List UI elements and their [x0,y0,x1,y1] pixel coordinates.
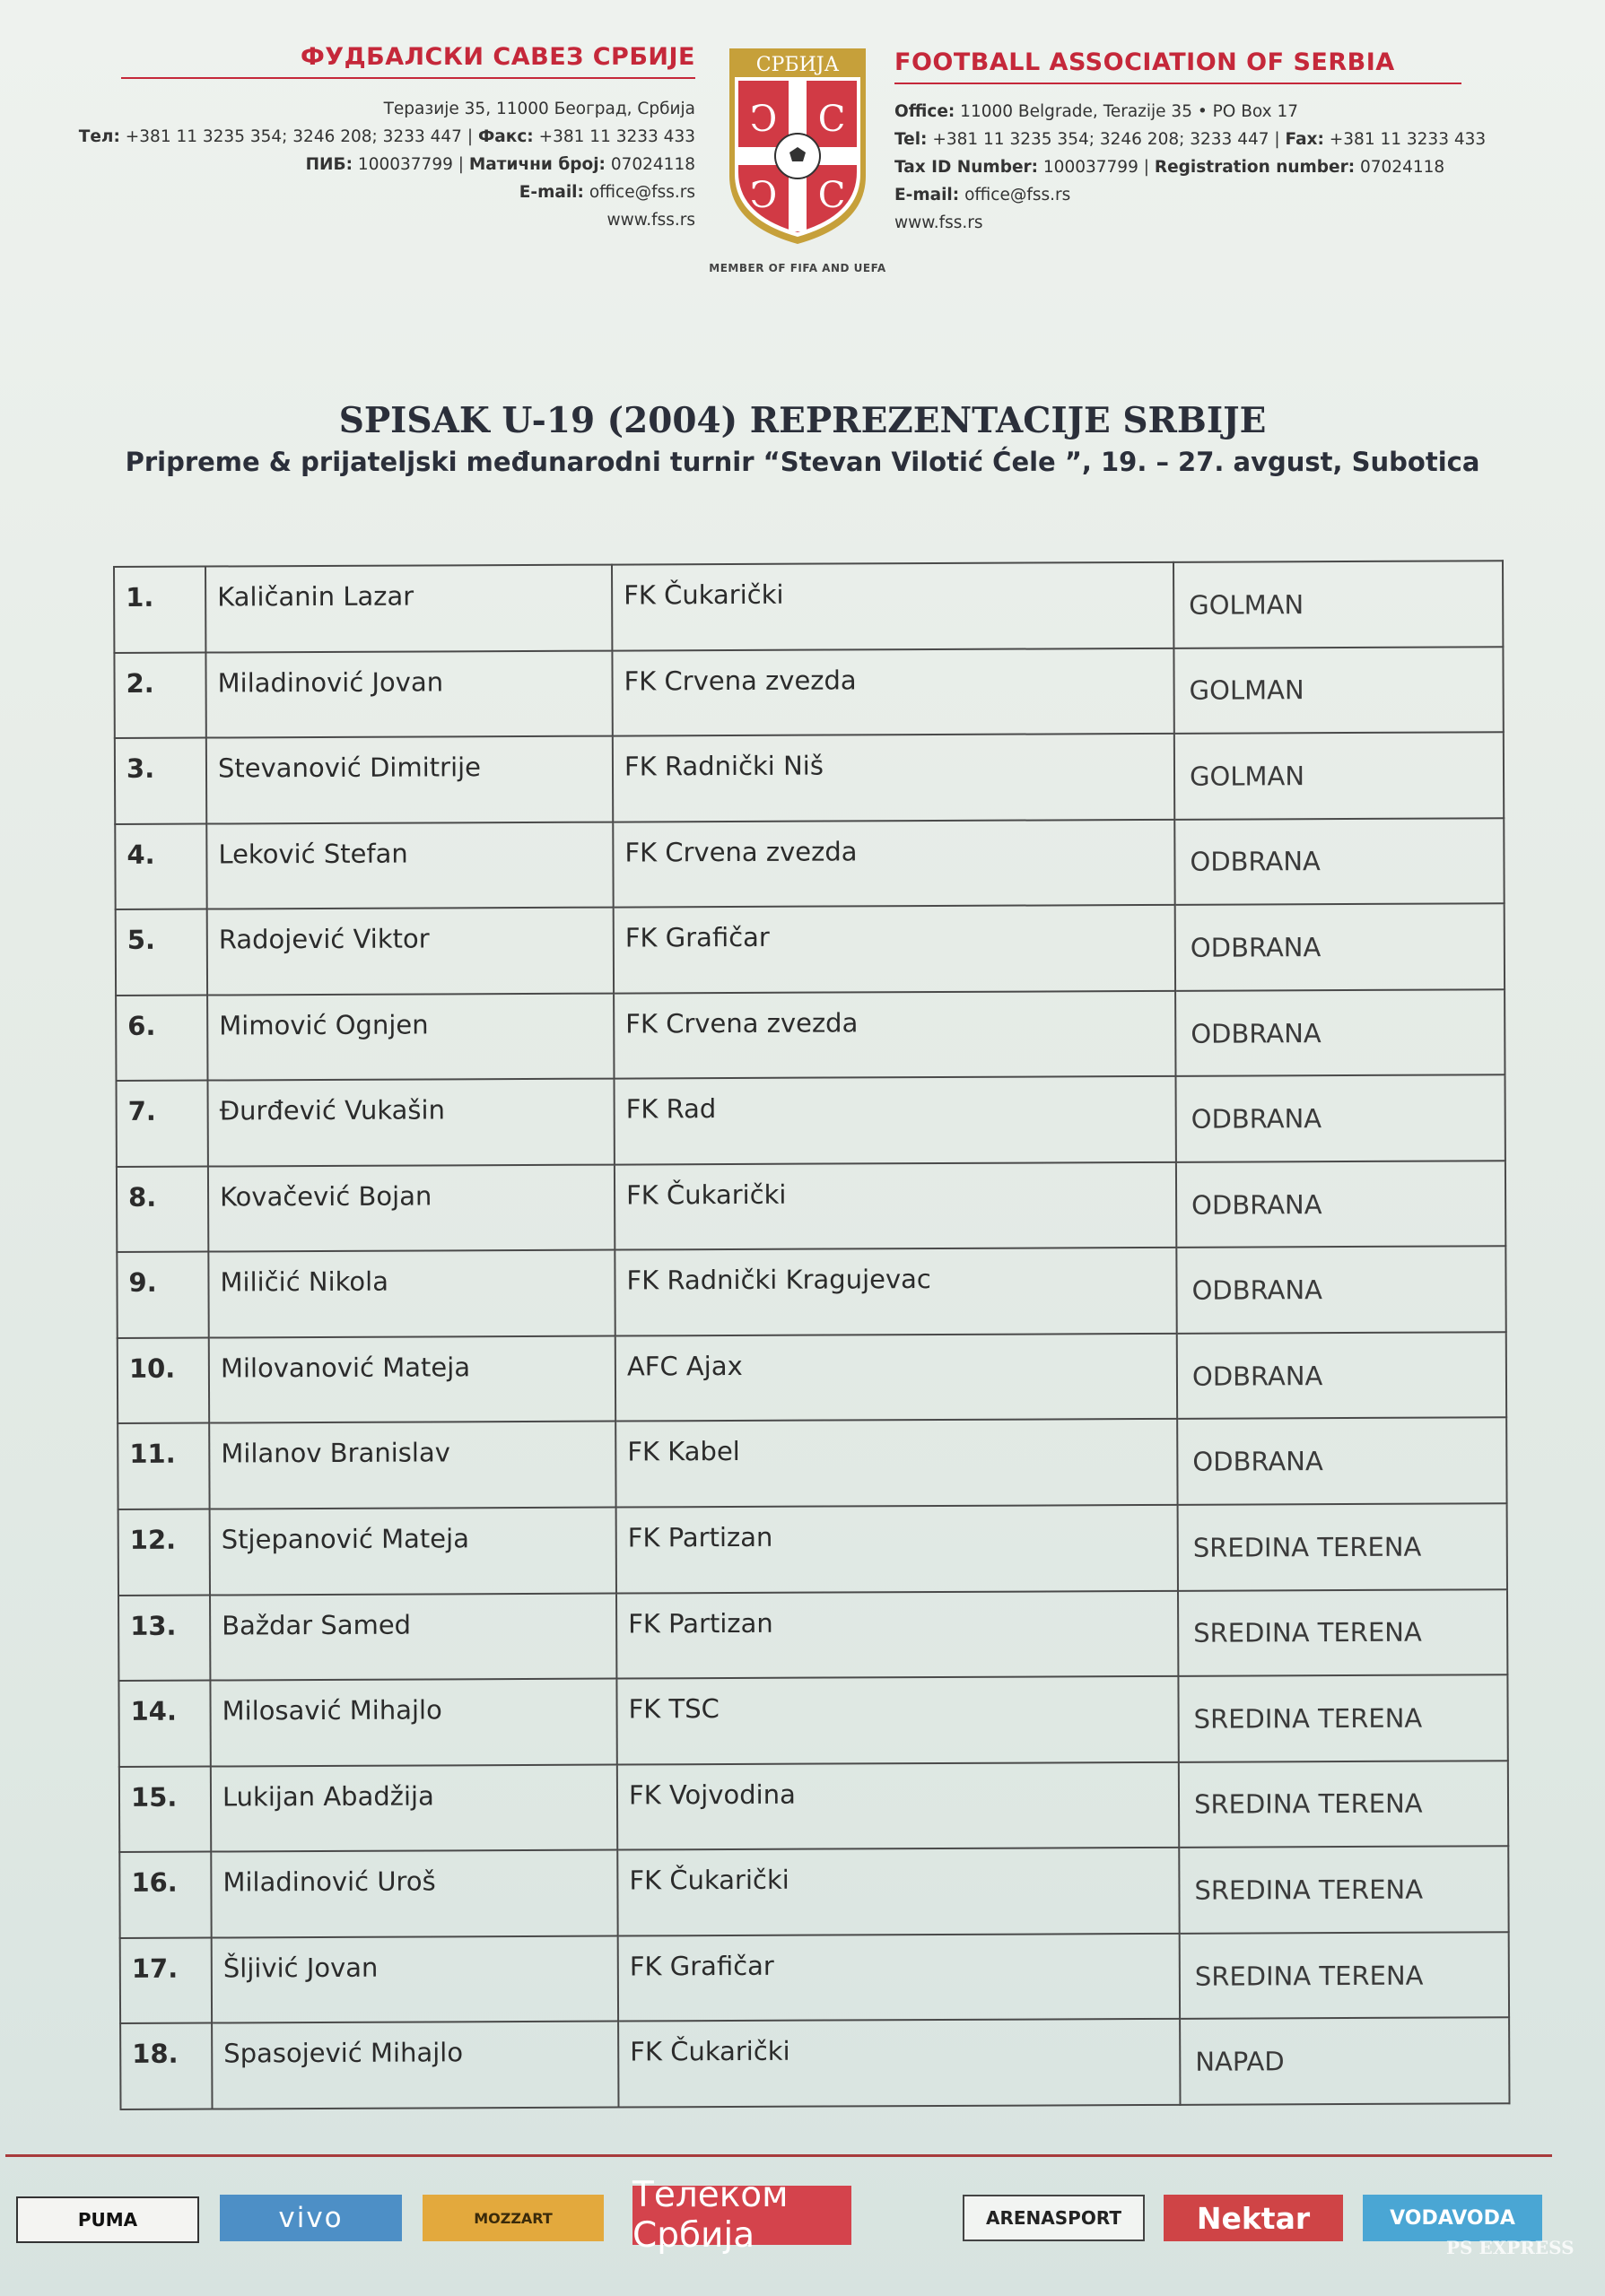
player-position: ODBRANA [1177,1418,1506,1505]
table-row [120,2018,1509,2109]
tax-reg-cyrillic: ПИБ: 100037799 | Матични број: 07024118 [305,155,695,174]
sponsor-nektar-logo: Nektar [1164,2195,1343,2241]
table-row [117,1075,1505,1167]
player-name: Miladinović Uroš [211,1850,617,1938]
office-address: Office: 11000 Belgrade, Terazije 35 • PO Box 17 [894,102,1299,121]
player-name: Kovačević Bojan [208,1164,615,1252]
table-row [114,647,1503,738]
player-position: SREDINA TERENA [1178,1674,1507,1761]
player-club: FK Grafičar [614,905,1175,993]
table-row [115,818,1504,909]
table-row [117,1247,1505,1338]
tax-reg-english: Tax ID Number: 100037799 | Registration number: 07024118 [894,158,1445,177]
contact-info-english [894,98,1486,237]
svg-text:Ͻ: Ͻ [749,175,778,216]
website-cyrillic: www.fss.rs [606,211,695,230]
player-position: SREDINA TERENA [1178,1589,1507,1676]
sponsor-mozzart-logo: MOZZART [423,2195,604,2241]
address-cyrillic: Теразије 35, 11000 Београд, Србија [383,100,695,118]
player-club: FK Čukarički [615,1162,1176,1250]
player-number: 9. [117,1252,208,1338]
player-name: Spasojević Mihajlo [212,2022,618,2109]
player-club: FK Čukarički [612,562,1173,650]
player-club: FK Radnički Kragujevac [615,1248,1176,1335]
player-club: FK Radnički Niš [613,734,1174,822]
player-position: SREDINA TERENA [1179,1846,1508,1933]
player-club: FK Čukarički [617,1848,1179,1935]
sponsor-puma-logo: PUMA [16,2196,199,2243]
table-row [117,1161,1505,1252]
header-divider-left [121,77,695,79]
svg-text:C: C [817,175,846,216]
table-row [118,1503,1507,1595]
player-club: FK Vojvodina [617,1761,1179,1849]
player-name: Stevanović Dimitrije [206,736,613,824]
player-name: Đurđević Vukašin [208,1079,615,1167]
member-fifa-uefa: MEMBER OF FIFA AND UEFA [709,262,886,274]
player-position: ODBRANA [1174,818,1504,905]
player-position: GOLMAN [1174,732,1504,819]
player-position: GOLMAN [1173,561,1503,648]
player-number: 15. [119,1766,211,1852]
player-number: 18. [120,2023,212,2109]
player-number: 16. [119,1852,211,1938]
player-number: 11. [118,1423,209,1509]
sponsor-telekom-logo: Телеком Србија [632,2186,851,2245]
player-number: 7. [117,1081,208,1167]
player-club: FK Crvena zvezda [613,819,1174,907]
player-number: 13. [118,1595,210,1681]
player-position: SREDINA TERENA [1180,1932,1509,2019]
table-row [119,1846,1508,1937]
table-row [118,1418,1506,1509]
player-position: SREDINA TERENA [1179,1761,1508,1848]
table-row [114,561,1503,652]
player-position: ODBRANA [1176,1161,1505,1248]
footer-divider [5,2154,1552,2157]
table-row [116,989,1505,1081]
sponsor-vivo-logo: vivo [220,2195,402,2241]
phone-fax-english: Tel: +381 11 3235 354; 3246 208; 3233 447 | Fax: +381 11 3233 433 [894,130,1487,149]
player-number: 17. [120,1937,212,2023]
player-number: 12. [118,1509,210,1596]
player-name: Lukijan Abadžija [211,1764,617,1852]
svg-text:C: C [817,99,846,140]
sponsor-arenasport-logo: ARENASPORT [963,2195,1145,2241]
player-name: Milosavić Mihajlo [210,1679,616,1767]
player-number: 14. [118,1681,210,1767]
table-row [115,732,1504,823]
player-name: Miličić Nikola [208,1250,615,1338]
player-club: FK Partizan [616,1590,1178,1678]
website-english: www.fss.rs [894,213,983,232]
player-number: 6. [116,995,207,1081]
player-number: 2. [114,652,205,738]
player-position: ODBRANA [1176,1247,1505,1334]
document-title: SPISAK U-19 (2004) REPREZENTACIJE SRBIJE [338,400,1267,441]
player-position: SREDINA TERENA [1178,1503,1507,1590]
svg-text:Ͻ: Ͻ [749,99,778,140]
ps-express-watermark: PS EXPRESS [1446,2237,1574,2258]
player-position: ODBRANA [1175,1075,1505,1162]
player-club: FK Kabel [615,1419,1177,1507]
sponsor-vodavoda-logo: VODAVODA [1363,2195,1542,2241]
player-club: FK Grafičar [618,1934,1180,2022]
player-number: 1. [114,567,205,653]
player-position: ODBRANA [1177,1332,1506,1419]
table-row [118,1589,1507,1681]
player-name: Leković Stefan [206,822,613,909]
player-name: Šljivić Jovan [212,1935,618,2023]
player-name: Stjepanović Mateja [210,1508,616,1596]
document-subtitle: Pripreme & prijateljski međunarodni turnir “Stevan Vilotić Ćele ”, 19. – 27. avgust, Subotica [125,447,1480,477]
player-club: FK Crvena zvezda [614,991,1175,1079]
table-row [119,1761,1508,1852]
player-name: Baždar Samed [210,1593,616,1681]
player-club: FK Crvena zvezda [612,648,1173,735]
fss-crest-logo [724,41,871,248]
player-position: ODBRANA [1175,989,1505,1076]
table-row [120,1932,1509,2023]
phone-fax-cyrillic: Тел: +381 11 3235 354; 3246 208; 3233 447 | Факс: +381 11 3233 433 [78,127,695,146]
player-number: 4. [115,823,206,909]
header-divider-right [894,83,1461,84]
player-number: 5. [116,909,207,996]
player-position: NAPAD [1180,2018,1509,2105]
player-name: Kaličanin Lazar [205,565,612,653]
player-club: AFC Ajax [615,1334,1177,1422]
org-name-cyrillic: ФУДБАЛСКИ САВЕЗ СРБИЈЕ [300,43,695,71]
player-position: ODBRANA [1175,903,1505,990]
email-english: E-mail: office@fss.rs [894,186,1071,204]
player-club: FK Rad [615,1076,1176,1164]
roster-body [114,561,1509,2109]
player-position: GOLMAN [1173,647,1503,734]
table-row [118,1674,1507,1766]
player-name: Milovanović Mateja [209,1335,615,1423]
player-name: Mimović Ognjen [207,993,614,1081]
player-number: 3. [115,738,206,824]
table-row [118,1332,1506,1423]
roster-table [113,560,1510,2110]
player-name: Miladinović Jovan [205,650,612,738]
org-name-english: FOOTBALL ASSOCIATION OF SERBIA [894,48,1395,76]
player-club: FK Čukarički [618,2019,1180,2107]
player-club: FK TSC [616,1676,1178,1764]
player-name: Milanov Branislav [209,1422,615,1509]
email-cyrillic: E-mail: office@fss.rs [519,183,695,202]
table-row [116,903,1505,995]
player-number: 8. [117,1166,208,1252]
contact-info-cyrillic [79,95,695,234]
player-number: 10. [118,1337,209,1423]
player-club: FK Partizan [616,1505,1178,1593]
player-name: Radojević Viktor [207,908,614,996]
svg-text:СРБИЈА: СРБИЈА [755,54,840,76]
